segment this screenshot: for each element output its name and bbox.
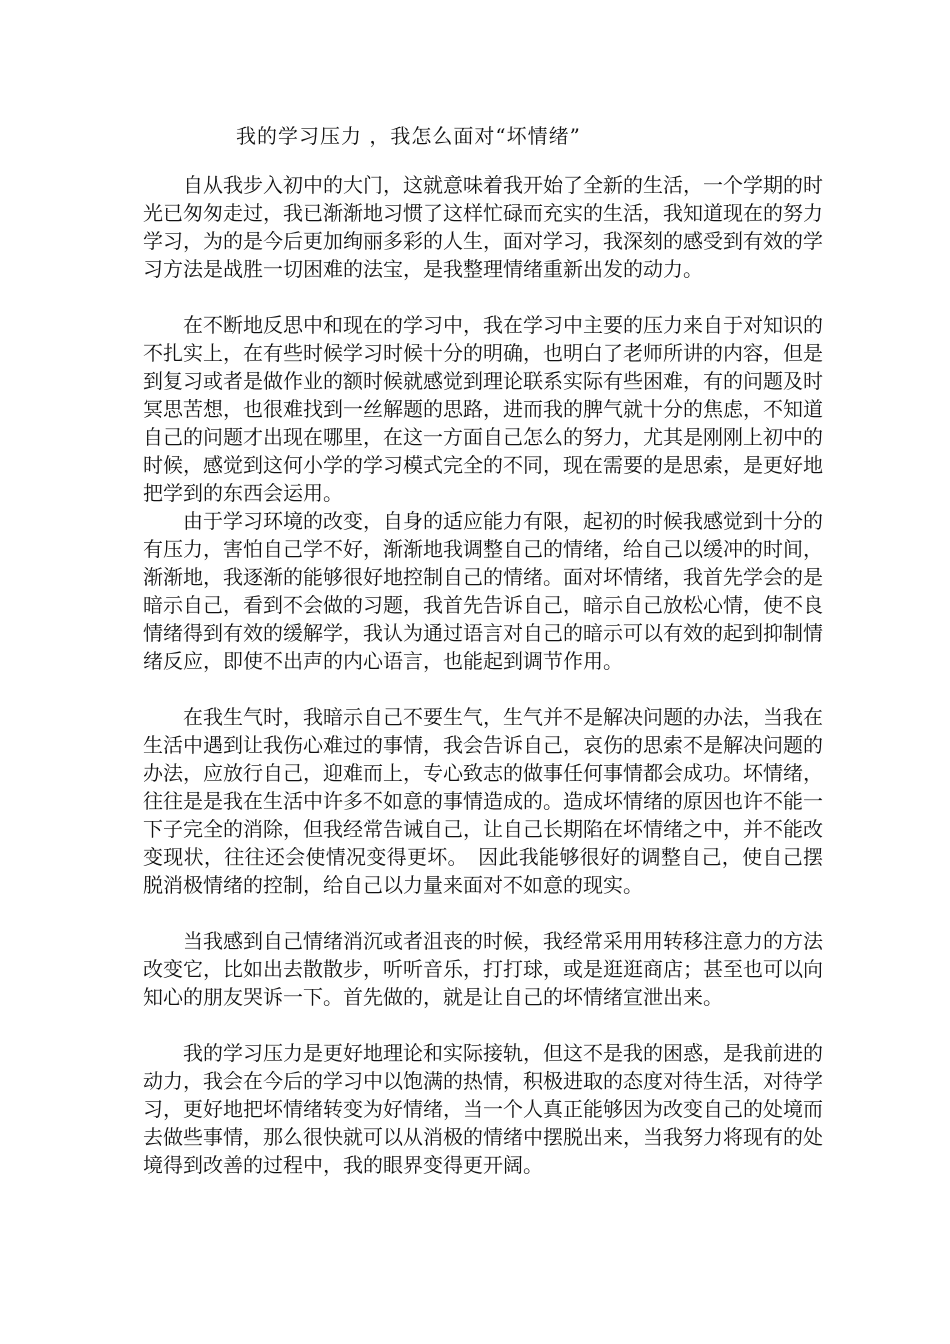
document-body — [143, 171, 823, 1179]
paragraph-6: 我的学习压力是更好地理论和实际接轨，但这不是我的困惑，是我前进的动力，我会在今后的学习中以饱满的热情，积极进取的态度对待生活，对待学习，更好地把坏情绪转变为好情绪，当一个人真正能够因为改变自己的处境而去做些事情，那么很快就可以从消极的情绪中摆脱出来，当我努力将现有的处境得到改善的过程中，我的眼界变得更开阔。 — [143, 1041, 823, 1177]
paragraph-5: 当我感到自己情绪消沉或者沮丧的时候，我经常采用用转移注意力的方法改变它，比如出去散散步，听听音乐，打打球，或是逛逛商店；甚至也可以向知心的朋友哭诉一下。首先做的，就是让自己的坏情绪宣泄出来。 — [143, 929, 823, 1009]
paragraph-4: 在我生气时，我暗示自己不要生气，生气并不是解决问题的办法，当我在生活中遇到让我伤心难过的事情，我会告诉自己，哀伤的思索不是解决问题的办法，应放行自己，迎难而上，专心致志的做事任何事情都会成功。坏情绪，往往是是我在生活中许多不如意的事情造成的。造成坏情绪的原因也许不能一下子完全的消除，但我经常告诫自己，让自己长期陷在坏情绪之中，并不能改变现状，往往还会使情况变得更坏。 因此我能够很好的调整自己，使自己摆脱消极情绪的控制，给自己以力量来面对不如意的现实。 — [143, 705, 823, 897]
paragraph-1: 自从我步入初中的大门，这就意味着我开始了全新的生活，一个学期的时光已匆匆走过，我已渐渐地习惯了这样忙碌而充实的生活，我知道现在的努力学习，为的是今后更加绚丽多彩的人生，面对学习，我深刻的感受到有效的学习方法是战胜一切困难的法宝，是我整理情绪重新出发的动力。 — [143, 173, 823, 281]
document-title: 我的学习压力 ，我怎么面对“坏情绪” — [236, 124, 581, 148]
paragraph-3: 由于学习环境的改变，自身的适应能力有限，起初的时候我感觉到十分的有压力，害怕自己学不好，渐渐地我调整自己的情绪，给自己以缓冲的时间，渐渐地，我逐渐的能够很好地控制自己的情绪。面对坏情绪，我首先学会的是暗示自己，看到不会做的习题，我首先告诉自己，暗示自己放松心情，使不良情绪得到有效的缓解学，我认为通过语言对自己的暗示可以有效的起到抑制情绪反应，即使不出声的内心语言，也能起到调节作用。 — [143, 509, 823, 673]
paragraph-2: 在不断地反思中和现在的学习中，我在学习中主要的压力来自于对知识的不扎实上，在有些时候学习时候十分的明确，也明白了老师所讲的内容，但是到复习或者是做作业的额时候就感觉到理论联系实际有些困难，有的问题及时冥思苦想，也很难找到一丝解题的思路，进而我的脾气就十分的焦虑，不知道自己的问题才出现在哪里，在这一方面自己怎么的努力，尤其是刚刚上初中的时候，感觉到这何小学的学习模式完全的不同，现在需要的是思索，是更好地把学到的东西会运用。 — [143, 313, 823, 505]
